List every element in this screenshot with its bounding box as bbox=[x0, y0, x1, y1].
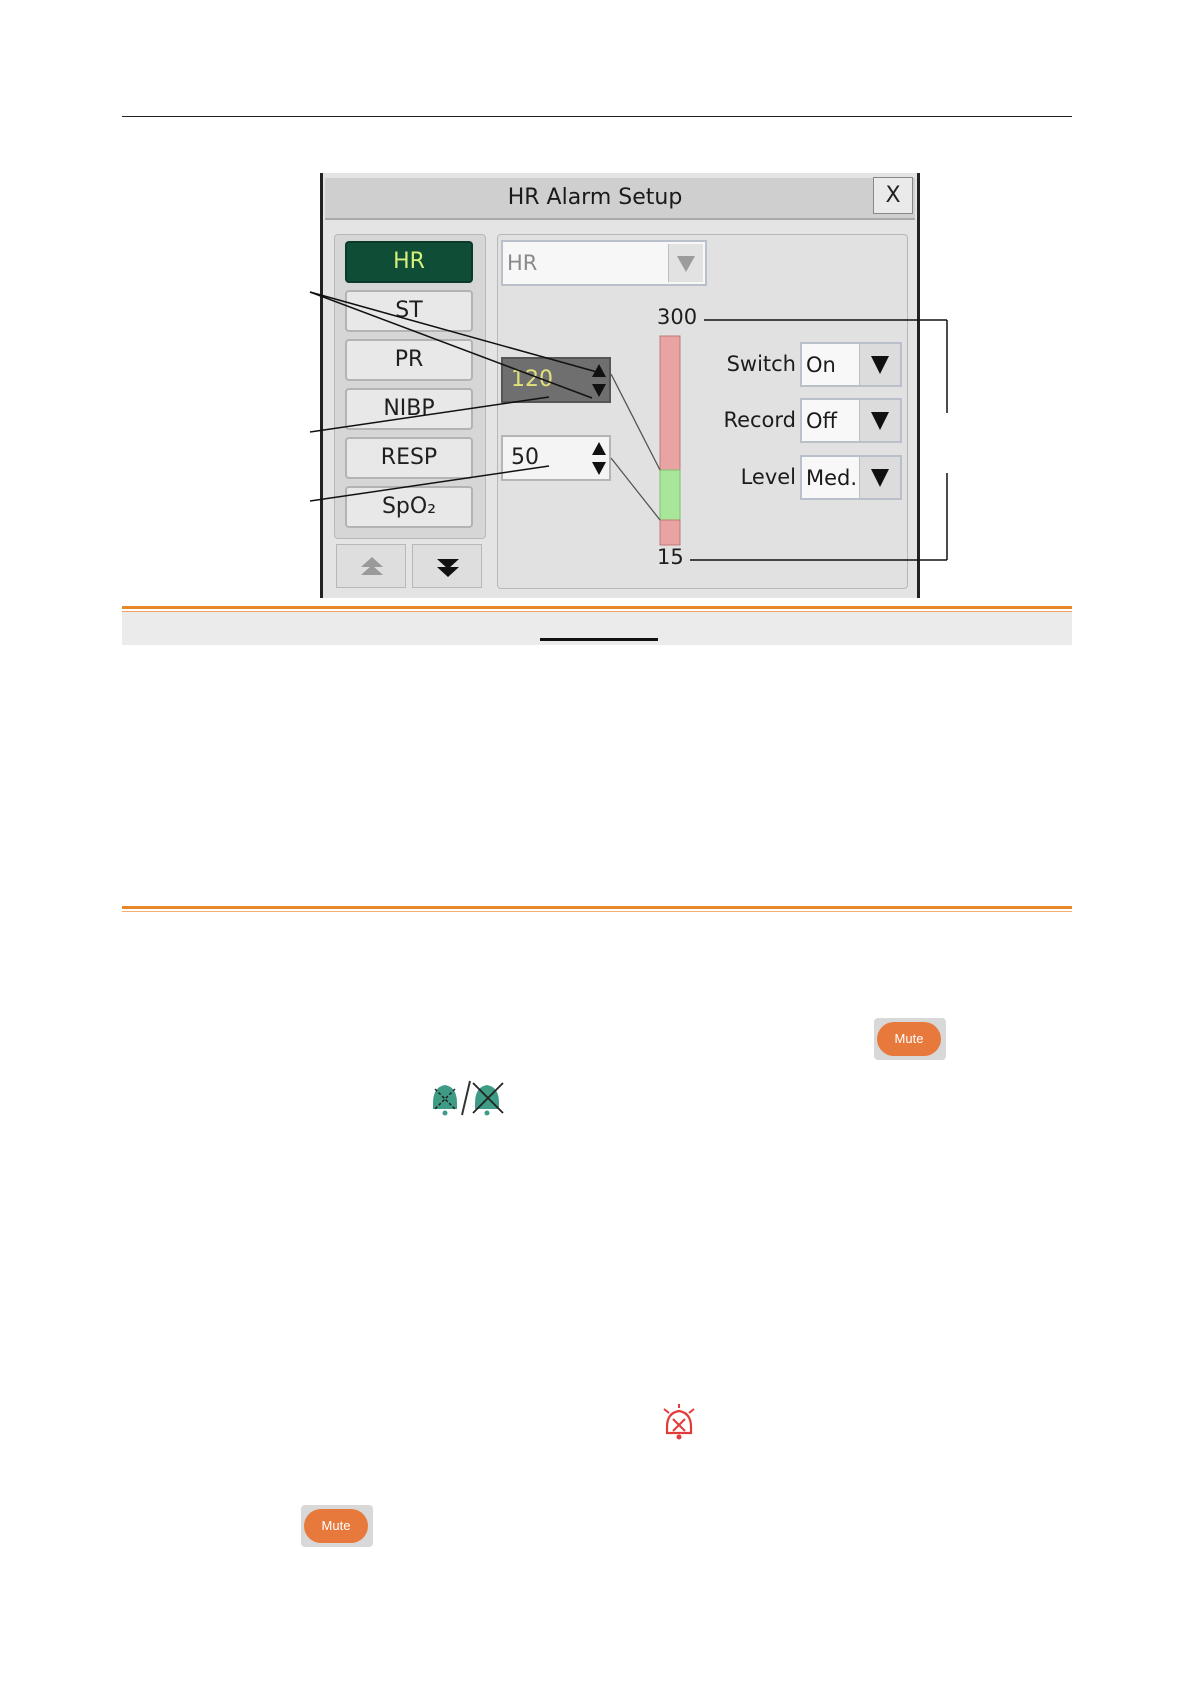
alarm-silence-icon bbox=[660, 1403, 698, 1443]
level-dropdown-arrow[interactable] bbox=[859, 457, 900, 498]
mute-button-label: Mute bbox=[877, 1022, 941, 1056]
scale-max-label: 300 bbox=[657, 305, 698, 329]
level-label: Level bbox=[740, 465, 796, 489]
lower-connector bbox=[611, 458, 660, 520]
level-select[interactable] bbox=[800, 455, 902, 500]
record-label: Record bbox=[723, 408, 796, 432]
record-dropdown-arrow[interactable] bbox=[859, 400, 900, 441]
callout-line bbox=[310, 292, 597, 372]
callout-line bbox=[310, 466, 549, 501]
scale-min-label: 15 bbox=[657, 545, 684, 569]
bell-shape bbox=[433, 1085, 457, 1109]
note-band-top-rule bbox=[122, 606, 1072, 609]
upper-connector bbox=[611, 374, 660, 470]
list-item-nibp[interactable]: NIBP bbox=[345, 388, 473, 430]
close-button[interactable]: X bbox=[873, 177, 913, 214]
switch-dropdown-arrow[interactable] bbox=[859, 344, 900, 385]
chevron-down-icon bbox=[860, 400, 900, 441]
note-band-underline bbox=[540, 638, 658, 641]
list-item-spo2[interactable]: SpO₂ bbox=[345, 486, 473, 528]
mute-button[interactable] bbox=[301, 1505, 373, 1547]
upper-alarm-zone bbox=[660, 336, 680, 470]
callout-line bbox=[310, 397, 549, 432]
record-select[interactable] bbox=[800, 398, 902, 443]
list-item-resp[interactable]: RESP bbox=[345, 437, 473, 479]
alarm-paused-icon bbox=[425, 1077, 507, 1117]
switch-label: Switch bbox=[726, 352, 796, 376]
lower-alarm-zone bbox=[660, 520, 680, 545]
record-value: Off bbox=[806, 409, 837, 433]
parameter-select-value: HR bbox=[507, 251, 538, 275]
note-band-bottom-rule bbox=[122, 906, 1072, 909]
list-item-st[interactable]: ST bbox=[345, 290, 473, 332]
mute-button[interactable] bbox=[874, 1018, 946, 1060]
list-item-hr[interactable]: HR bbox=[345, 241, 473, 283]
normal-zone bbox=[660, 470, 680, 520]
chevron-down-icon bbox=[860, 457, 900, 498]
note-band-bottom-rule bbox=[122, 911, 1072, 912]
callout-line bbox=[310, 292, 592, 398]
switch-select[interactable] bbox=[800, 342, 902, 387]
level-value: Med. bbox=[806, 466, 858, 490]
switch-value: On bbox=[806, 353, 836, 377]
chevron-down-icon bbox=[860, 344, 900, 385]
dialog-title: HR Alarm Setup bbox=[507, 185, 683, 210]
mute-button-label: Mute bbox=[304, 1509, 368, 1543]
list-item-pr[interactable]: PR bbox=[345, 339, 473, 381]
upper-limit-value: 120 bbox=[511, 367, 553, 392]
lower-limit-value: 50 bbox=[511, 445, 539, 470]
